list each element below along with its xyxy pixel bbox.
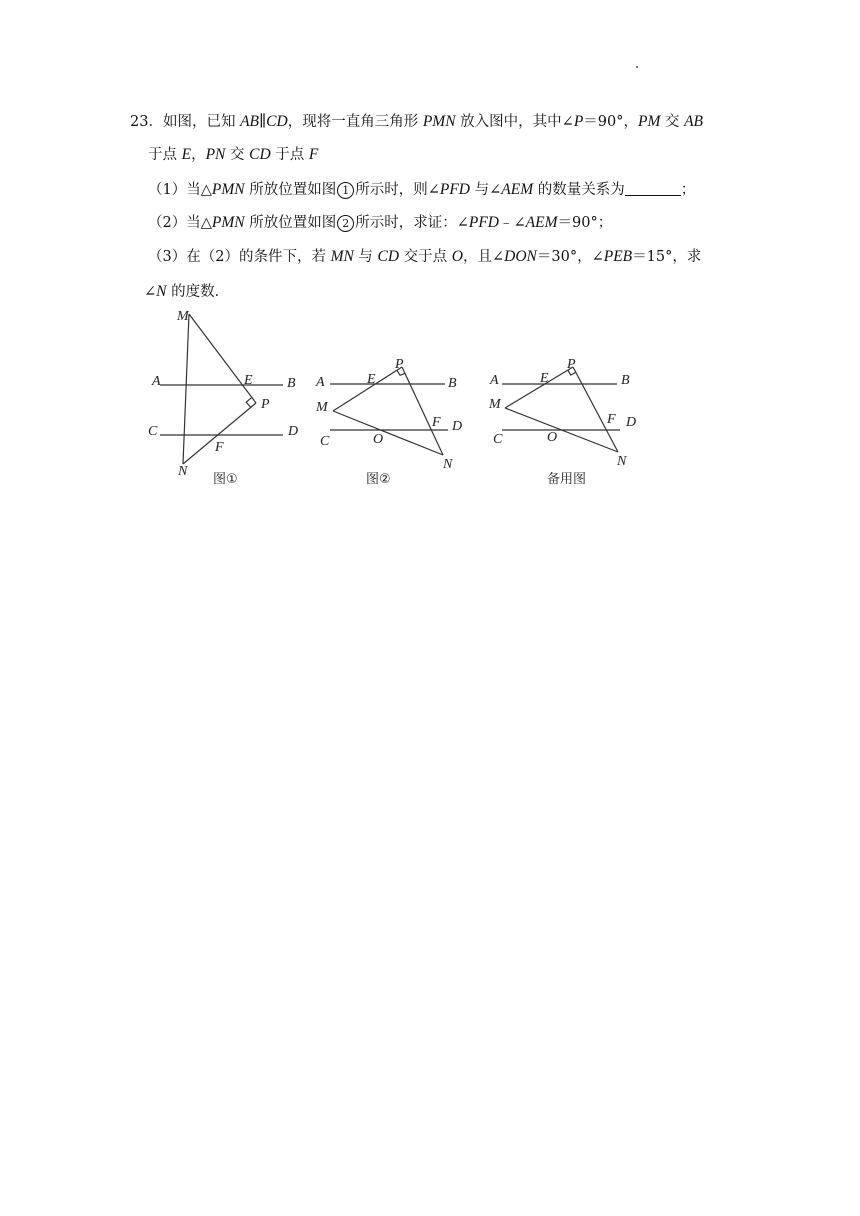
problem-line-2 [148,145,318,165]
var: DON [504,248,537,265]
question-3-cont [144,282,229,302]
circled-number: 1 [337,182,354,199]
text: 交于点 [399,249,452,265]
text: （2）当△ [148,215,212,231]
text: ＝90°； [557,215,613,231]
label-b: B [287,376,296,391]
question-3 [148,247,701,267]
label-p: P [395,357,404,372]
label-n: N [178,464,188,479]
text: 与∠ [470,182,502,198]
text: ＝30°，∠ [536,249,604,265]
text: 如图，已知 [162,114,241,130]
problem-line-1 [130,112,703,132]
var: PEB [603,248,633,265]
label-m: M [489,397,501,412]
text: 放入图中，其中∠ [455,114,574,130]
var: PFD [439,181,471,198]
var: PMN [422,113,456,130]
var: AEM [501,181,534,198]
label-f: F [215,440,224,455]
text: ﹣∠ [499,215,526,231]
text: ＝90°， [583,114,638,130]
var: PMN [211,181,245,198]
label-c: C [148,424,158,439]
question-2 [148,213,612,233]
var: PMN [211,214,245,231]
label-d: D [288,424,299,439]
figure-2 [315,357,462,487]
text: 所示时，则∠ [355,182,440,198]
figure-caption: 图① [213,472,238,487]
text: 交 [660,114,685,130]
label-f: F [607,412,616,427]
var: PN [205,146,226,163]
label-d: D [626,415,637,430]
label-c: C [493,432,503,447]
var: P [573,113,584,130]
var: PM [637,113,661,130]
figure-caption: 备用图 [547,472,587,487]
circled-number: 2 [337,215,354,232]
text: 交 [225,147,250,163]
label-p: P [567,357,576,372]
label-b: B [621,373,630,388]
label-a: A [490,373,499,388]
var: E [181,146,192,163]
label-a: A [152,374,161,389]
label-o: O [373,432,384,447]
segment-mn [183,314,189,464]
answer-blank[interactable] [625,181,681,196]
text: （1）当△ [148,182,212,198]
var: CD [377,248,400,265]
figures [0,300,860,516]
question-1 [148,180,695,200]
page-dot [636,66,638,68]
text: （3）在（2）的条件下，若 [148,249,331,265]
var: AB [240,113,259,130]
label-m: M [177,309,189,324]
text: 所示时，求证：∠ [355,215,469,231]
parallel-symbol: ∥ [259,113,267,130]
label-d: D [452,419,463,434]
text: 所放位置如图 [244,182,337,198]
text: 于点 [270,147,309,163]
text: 所放位置如图 [244,215,337,231]
label-b: B [448,376,457,391]
text: 的度数． [166,284,230,300]
text: ，且∠ [463,249,505,265]
var: MN [330,248,354,265]
segment-mp [505,367,573,408]
text: ，现将一直角三角形 [287,114,423,130]
text: 的数量关系为 [533,182,625,198]
problem-number: 23． [130,114,163,130]
label-n: N [617,454,627,469]
label-c: C [320,434,330,449]
text: ， [191,147,206,163]
text: ； [680,182,696,198]
segment-mp [189,314,256,403]
label-a: A [316,375,325,390]
segment-pn [573,367,618,452]
var: F [308,146,319,163]
label-o: O [547,430,558,445]
label-e: E [540,371,549,386]
var: AEM [525,214,558,231]
var: PFD [468,214,500,231]
var: N [156,283,167,300]
var: O [451,248,463,265]
label-f: F [432,415,441,430]
text: ＝15°，求 [632,249,702,265]
label-n: N [443,457,453,472]
label-m: M [316,400,328,415]
text: ∠ [144,284,157,300]
segment-mn [333,411,443,455]
segment-pn [402,367,443,455]
var: AB [684,113,704,130]
var: CD [266,113,288,130]
var: CD [249,146,271,163]
text: 于点 [148,147,182,163]
text: 与 [353,249,378,265]
figure-backup [488,357,636,487]
figure-1 [148,309,298,487]
figure-caption: 图② [366,472,391,487]
label-p: P [261,397,270,412]
right-angle-mark [246,397,252,407]
label-e: E [244,373,253,388]
label-e: E [367,372,376,387]
